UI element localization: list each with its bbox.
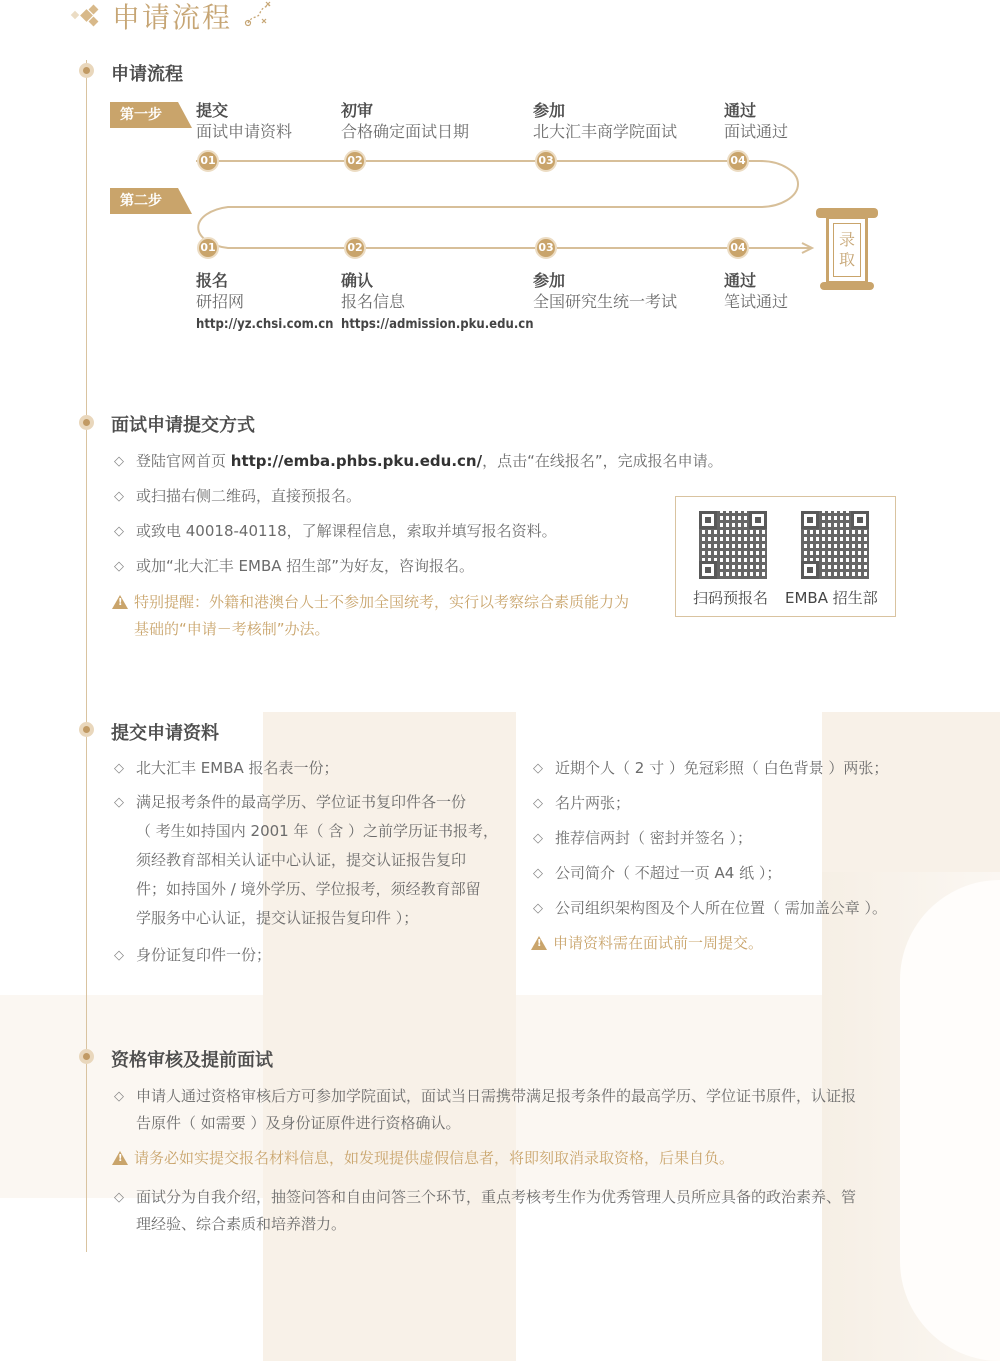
submit-method-item: ◇ 或扫描右侧二维码，直接预报名。 (114, 482, 361, 511)
materials-line: 须经教育部相关认证中心认证，提交认证报告复印 (136, 851, 467, 869)
page-title: 申请流程 (112, 1, 233, 34)
review-item (114, 1083, 856, 1137)
section-title-materials: 提交申请资料 (111, 723, 219, 744)
warning-text: 特别提醒：外籍和港澳台人士不参加全国统考，实行以考察综合素质能力为 (134, 593, 630, 611)
materials-item: ◇ 近期个人（ 2 寸 ）免冠彩照（ 白色背景 ）两张； (533, 754, 888, 783)
flow-item-sub: 全国研究生统一考试 (533, 292, 678, 311)
submit-method-item: ◇ 或加“北大汇丰 EMBA 招生部”为好友，咨询报名。 (114, 552, 474, 581)
step-number-badge: 01 (197, 237, 219, 259)
materials-line: 件；如持国外 / 境外学历、学位报考，须经教育部留 (136, 880, 481, 898)
materials-line: 学服务中心认证，提交认证报告复印件 ）； (136, 909, 419, 927)
section-title-review: 资格审核及提前面试 (111, 1050, 273, 1071)
timeline-dot (79, 415, 94, 430)
flow-step1-item (341, 100, 469, 142)
qr-label: 扫码预报名 (693, 589, 769, 607)
materials-item: ◇ 名片两张； (533, 789, 630, 818)
materials-line: ◇ 满足报考条件的最高学历、学位证书复印件各一份 (136, 793, 467, 811)
submit-method-item: ◇ 或致电 40018-40118，了解课程信息，索取并填写报名资料。 (114, 517, 557, 546)
flow-step2-item (341, 270, 534, 335)
section-title-flow: 申请流程 (111, 64, 183, 85)
flow-step1-item (724, 100, 788, 142)
flow-item-title: 确认 (341, 271, 374, 290)
background-letter-curve (900, 880, 1000, 1361)
timeline-dot (79, 722, 94, 737)
step-number-badge: 01 (197, 150, 219, 172)
warning-icon (531, 936, 547, 950)
flow-item-sub: 研招网 (196, 292, 245, 311)
flow-item-title: 通过 (724, 271, 757, 290)
flow-step1-item (533, 100, 677, 142)
admit-char: 录 (838, 230, 855, 249)
flow-step1-item (196, 100, 292, 142)
review-line: 理经验、综合素质和培养潜力。 (136, 1215, 347, 1233)
qr-code-preregister[interactable] (699, 511, 767, 579)
flow-item-title: 报名 (196, 271, 229, 290)
qr-label: EMBA 招生部 (785, 589, 878, 607)
flow-item-title: 参加 (533, 271, 566, 290)
materials-item (114, 788, 498, 933)
admit-char: 取 (838, 250, 855, 269)
review-line: ◇ 申请人通过资格审核后方可参加学院面试，面试当日需携带满足报考条件的最高学历、学位证书原件，认证报 (136, 1087, 857, 1105)
materials-item: ◇ 身份证复印件一份； (114, 941, 271, 970)
special-reminder (112, 589, 629, 643)
flow-item-title: 初审 (341, 101, 374, 120)
step-one-tag: 第一步 (110, 102, 178, 128)
step-number-badge: 03 (535, 237, 557, 259)
flow-item-sub: 笔试通过 (724, 292, 789, 311)
step-number-badge: 02 (344, 237, 366, 259)
timeline-dot (79, 1049, 94, 1064)
flow-item-url[interactable]: http://yz.chsi.com.cn (196, 317, 334, 332)
materials-item: ◇ 公司简介（ 不超过一页 A4 纸 ）； (533, 859, 781, 888)
warning-text: 基础的“申请－考核制”办法。 (134, 620, 330, 638)
flow-step2-item (724, 270, 788, 312)
qr-code-box (675, 496, 896, 617)
background-letter-top (822, 712, 1000, 872)
flow-item-sub: 面试申请资料 (196, 122, 293, 141)
flow-item-title: 通过 (724, 101, 757, 120)
warning-icon (112, 595, 128, 609)
warning-text: 申请资料需在面试前一周提交。 (553, 934, 764, 952)
flow-item-sub: 面试通过 (724, 122, 789, 141)
flow-step2-item (196, 270, 334, 335)
flow-item-sub: 合格确定面试日期 (341, 122, 470, 141)
flow-item-title: 参加 (533, 101, 566, 120)
flow-item-url[interactable]: https://admission.pku.edu.cn (341, 317, 534, 332)
submit-text: 登陆官网首页 (136, 452, 231, 470)
submit-text: ，点击“在线报名”，完成报名申请。 (482, 452, 723, 470)
review-item (114, 1184, 856, 1238)
review-line: 告原件（ 如需要 ）及身份证原件进行资格确认。 (136, 1114, 461, 1132)
materials-line: （ 考生如持国内 2001 年（ 含 ）之前学历证书报考， (136, 822, 499, 840)
flow-item-title: 提交 (196, 101, 229, 120)
qr-code-emba-office[interactable] (801, 511, 869, 579)
review-line: ◇ 面试分为自我介绍，抽签问答和自由问答三个环节，重点考核考生作为优秀管理人员所应具备的政治素养、管 (136, 1188, 857, 1206)
warning-icon (112, 1151, 128, 1165)
materials-item: ◇ 推荐信两封（ 密封并签名 ）； (533, 824, 752, 853)
materials-item: ◇ 公司组织架构图及个人所在位置（ 需加盖公章 ）。 (533, 894, 887, 923)
flow-step2-item (533, 270, 677, 312)
section-title-submit-method: 面试申请提交方式 (111, 415, 255, 436)
step-number-badge: 02 (344, 150, 366, 172)
official-site-link[interactable]: http://emba.phbs.pku.edu.cn/ (230, 452, 483, 470)
materials-warning (531, 930, 763, 957)
review-warning (112, 1145, 734, 1172)
flow-item-sub: 报名信息 (341, 292, 406, 311)
step-number-badge: 04 (727, 150, 749, 172)
step-two-tag: 第二步 (110, 188, 178, 214)
admission-seal-icon (816, 208, 878, 290)
step-number-badge: 03 (535, 150, 557, 172)
warning-text: 请务必如实提交报名材料信息，如发现提供虚假信息者，将即刻取消录取资格，后果自负。 (134, 1149, 735, 1167)
flow-item-sub: 北大汇丰商学院面试 (533, 122, 678, 141)
submit-method-item (114, 447, 723, 476)
materials-item: ◇ 北大汇丰 EMBA 报名表一份； (114, 754, 339, 783)
step-number-badge: 04 (727, 237, 749, 259)
